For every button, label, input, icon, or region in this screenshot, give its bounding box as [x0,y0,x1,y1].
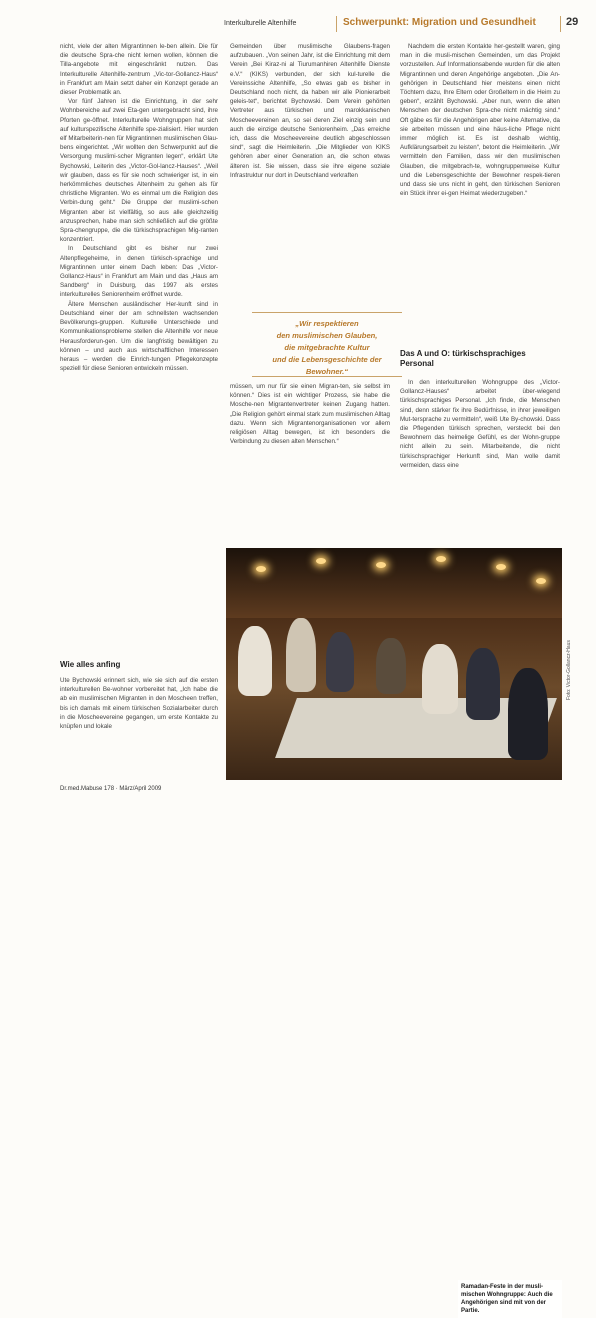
guest-figure [326,632,354,692]
page-footer: Dr.med.Mabuse 178 · März/April 2009 [60,786,162,792]
quote-rule-bottom [252,376,402,377]
paragraph: In den interkulturellen Wohngruppe des „Victor-Gollancz-Hauses“ arbeitet über-wiegend türkischsprachiges Personal. „Ich finde, die Menschen sind, denn stärker fix ihre Bedürfnisse, in ihrer jeweiligen Mut-tersprache zu vermitteln“, weiß Ute By-chowski. Dass die Pflegenden türkisch sprechen, versteckt bei den Bewohnern das heimelige Gefühl, es der Wohn-gruppe nicht allein zu sein. Mitarbeitende, die nicht türkischsprachiger Herkunft sind, Man wolle damit vermeiden, dass eine [400,379,560,469]
column-2-text [230,42,390,300]
photo-wall [226,548,562,618]
guest-figure [508,668,548,760]
quote-line: Bewohner.“ [305,367,349,376]
page-header [0,14,596,36]
paragraph: Gemeinden über muslimische Glaubens-fragen aufzubauen. „Von seinen Jahr, ist die Einrichtung mit dem Verein „Bei Kiraz-ni al Tiurumanhiren Altenhilfe Dienste e.V.“ (KIKS) verbunden, der sich kul-turelle die Vereinssiche Altenhilfe, „So etwas gab es bisher in Deutschland noch nicht, da haben wir alle Pionierarbeit geleis-tet“, berichtet Bychowski. Dem Verein gehörten Vertreter aus türkischen und marokkanischen Moscheevereinen an, so sei deren Ziel einzig sein und auch die einzige deutsche Seniorenheim. „Das erreiche ich, dass die Moscheevereine deutlich abgeschlossen sind“, sagt die Heimleiterin. „Die Mitglieder von KIKS gehören aber einer Generation an, die schon etwas älteren ist. Sie wissen, dass sie ihre eigene soziale Infrastruktur nur dort in Deutschland verkraften [230,43,390,179]
quote-rule-top [252,312,402,313]
column-2-text-b [230,382,390,532]
paragraph: Ältere Menschen ausländischer Her-kunft sind in Deutschland einer der am schnellsten wachsenden Bevölkerungs-gruppen. Kulturelle Unterschiede und Kommunikationsprobleme stellen die Altenhilfe vor neue Herausforderun-gen. Um die langfristig bewältigen zu können – und auch aus wirtschaftlichen Interessen heraus – werden die Einrich-tungen Pflegekonzepte speziell für diese Senioren entwickeln müssen. [60,300,218,373]
photo-credit: Foto: Victor-Gollancz-Haus [566,640,572,700]
paragraph: Vor fünf Jahren ist die Einrichtung, in der sehr Wohnbereiche auf zwei Eta-gen untergebracht sind, ihre Pforten ge-öffnet. Interkulturelle Wohngruppen hat sich auf kulturspezifische Altenhilfe spe-zialisiert. Hier wurden elf Mitarbeiterin-nen für Migrantinnen muslimischen Glau-bens eingerichtet. „Wir wollten den Schwerpunkt auf die Versorgung muslimi-scher Migranten legen“, erklärt Ute Bychowski, Leiterin des „Victor-Gol-lancz-Hauses“. „Weil wir glauben, dass es für sie noch schwieriger ist, in ein herkömmliches deutsches Altenheim zu gehen als für christliche Migranten. Wo es einmal um die Religion des Verbin-dung geht.“ Die Gruppe der muslimi-schen Migranten aber ist vielfältig, so aus alle gleichzeitig anzusprechen, habe man sich schließlich auf die größte Spra-chengruppe, die die türkischsprachigen Mig-ranten konzentriert. [60,98,218,244]
quote-line: den muslimischen Glauben, [276,331,378,340]
guest-figure [286,618,316,692]
paragraph: Ute Bychowski erinnert sich, wie sie sich auf die ersten interkulturellen Be-wohner vorbereitet hat, „Ich habe die ab ein muslimischen Migranten in den Moscheen treffen, bis ich damals mit einem türkischen Sozialarbeiter durch in die Moscheevereine gegangen, um erste Kontakte zu knüpfen und lokale [60,677,218,731]
quote-line: „Wir respektieren [295,319,359,328]
paragraph: müssen, um nur für sie einen Migran-ten, sie selbst im können.“ Dies ist ein wichtiger Prozess, sie habe die Mosche-nen Migrantenvertreter keinen Zugang hatten. „Die Religion gehört einmal stark zum muslimischen Alltag dazu. Wenn sich Migrantenorganisationen vor allem religiösen Alltag bewegen, ist ich besonders die Verbindung zu diesen alten Menschen.“ [230,383,390,446]
pull-quote [252,318,402,378]
paragraph: Nachdem die ersten Kontakte her-gestellt waren, ging man in die musli-mischen Gemeinden, um das Projekt vorzustellen. Auf Informationsabende wurden für die alten Migrantinnen und deren Angehörige angeboten. „Die An-gehörigen in Deutschland hier meistens einen nicht Töchtern dazu, Ihre Eltern oder Großeltern in die Heim zu geben“, erzählt Bychowski. „Aber nun, wenn die alten Menschen der deutschen Spra-che nicht mächtig sind.“ Oft gäbe es für die Angehörigen aber keine Alternative, da sie arbeiten müssen und eine häus-liche Pflege nicht immer möglich ist. Es ist deshalb wichtig, Aufklärungsarbeit zu leisten“, betont die Heimleiterin. „Wir vermitteln den Familien, dass wir den muslimischen Glauben, die mitgebrach-te, wohngruppenweise Kultur und die Lebensgeschichte der Bewohner respek-tieren und dass sie uns nicht in geht, den türkischen Senioren ein Stück ihrer ei-gen Heimat wiederzugeben.“ [400,43,560,198]
lamp-light [436,556,446,562]
section-label: Interkulturelle Altenhilfe [224,20,297,27]
guest-figure [422,644,458,714]
lamp-light [376,562,386,568]
quote-line: und die Lebensgeschichte der [272,355,382,364]
page-number: 29 [566,16,579,28]
guest-figure [376,638,406,694]
column-1-text-b [60,676,218,778]
subheading-turkish-staff: Das A und O: türkischsprachiges Personal [400,349,526,368]
column-3-text [400,42,560,342]
guest-figure [466,648,500,720]
lamp-light [536,578,546,584]
photo-caption: Ramadan-Feste in der musli-mischen Wohngruppe: Auch die Angehörigen sind mit von der Partie. [458,1280,562,1318]
paragraph: nicht, viele der alten Migrantinnen le-ben allein. Die für die deutsche Spra-che nicht lernen wollen, können die Tilla-angebote mit eingeschränkt nutzen. Das Interkulturelle Altenhilfe-zentrum „Vic-tor-Gollancz-Haus“ in Frankfurt am Main setzt daher ein Konzept gerade an dieser Problematik an. [60,43,218,97]
guest-figure [238,626,272,696]
paragraph: In Deutschland gibt es bisher nur zwei Altenpflegeheime, in denen türkisch-sprachige und Migrantinnen unter einem Dach leben: Das „Victor-Gollancz-Haus“ in Frankfurt am Main und das „Haus am Sandberg“ in Duisburg, das 1997 als erstes interkulturelles Seniorenheim eröffnet wurde. [60,245,218,299]
topic-title: Schwerpunkt: Migration und Gesundheit [343,17,536,28]
lamp-light [316,558,326,564]
lamp-light [496,564,506,570]
column-1-text [60,42,218,647]
column-3-text-b [400,378,560,546]
subheading-how-it-began: Wie alles anfing [60,660,121,669]
header-divider-2 [560,16,561,32]
lamp-light [256,566,266,572]
quote-line: die mitgebrachte Kultur [284,343,370,352]
header-divider [336,16,337,32]
ramadan-photo [226,548,562,1314]
